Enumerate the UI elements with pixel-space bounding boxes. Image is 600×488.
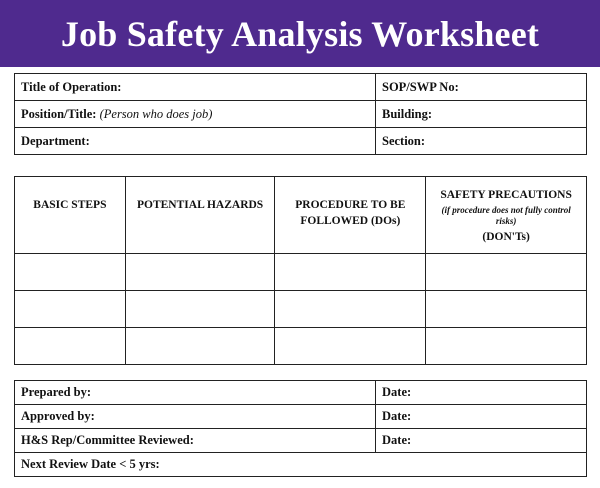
table-row [15, 101, 587, 128]
date-label: Date: [382, 433, 412, 447]
prepared-by-label: Prepared by: [21, 385, 92, 399]
procedure-cell[interactable] [275, 291, 426, 328]
potential-hazards-header: POTENTIAL HAZARDS [125, 177, 275, 254]
table-row [15, 453, 587, 477]
position-title-field[interactable] [15, 101, 376, 128]
hazard-cell[interactable] [125, 328, 275, 365]
next-review-date-field[interactable] [15, 453, 587, 477]
title-of-operation-field[interactable] [15, 74, 376, 101]
precaution-cell[interactable] [426, 291, 587, 328]
signoff-table [14, 380, 587, 477]
building-label: Building: [382, 106, 433, 121]
building-field[interactable] [376, 101, 587, 128]
prepared-by-field[interactable] [15, 381, 376, 405]
next-review-label: Next Review Date < 5 yrs: [21, 457, 160, 471]
sop-swp-no-label: SOP/SWP No: [382, 79, 459, 94]
hs-rep-field[interactable] [15, 429, 376, 453]
table-row [15, 381, 587, 405]
hazard-cell[interactable] [125, 291, 275, 328]
table-row [15, 291, 587, 328]
page-title: Job Safety Analysis Worksheet [60, 13, 540, 54]
prepared-date-field[interactable] [376, 381, 587, 405]
table-header-row [15, 177, 587, 254]
hs-rep-date-field[interactable] [376, 429, 587, 453]
precautions-header-title: SAFETY PRECAUTIONS [440, 189, 572, 201]
table-row [15, 254, 587, 291]
department-field[interactable] [15, 128, 376, 155]
precautions-header-note: (if procedure does not fully control risks) [441, 205, 571, 226]
procedure-header [275, 177, 426, 254]
department-label: Department: [21, 133, 90, 148]
date-label: Date: [382, 385, 412, 399]
title-banner [0, 0, 600, 67]
procedure-cell[interactable] [275, 328, 426, 365]
title-of-operation-label: Title of Operation: [21, 79, 122, 94]
basic-step-cell[interactable] [15, 254, 126, 291]
basic-steps-header: BASIC STEPS [15, 177, 126, 254]
hazard-cell[interactable] [125, 254, 275, 291]
approved-by-field[interactable] [15, 405, 376, 429]
table-row [15, 405, 587, 429]
procedure-cell[interactable] [275, 254, 426, 291]
operation-info-table [14, 73, 587, 155]
precaution-cell[interactable] [426, 254, 587, 291]
approved-by-label: Approved by: [21, 409, 95, 423]
table-row [15, 328, 587, 365]
table-row [15, 74, 587, 101]
procedure-header-line1: PROCEDURE TO BE [295, 199, 406, 211]
position-title-label: Position/Title: [21, 106, 97, 121]
section-label: Section: [382, 133, 426, 148]
basic-step-cell[interactable] [15, 291, 126, 328]
approved-date-field[interactable] [376, 405, 587, 429]
sop-swp-no-field[interactable] [376, 74, 587, 101]
section-field[interactable] [376, 128, 587, 155]
precautions-header-donts: (DON'Ts) [482, 231, 530, 243]
date-label: Date: [382, 409, 412, 423]
position-title-hint: (Person who does job) [99, 106, 213, 121]
procedure-header-line2: FOLLOWED (DOs) [300, 215, 401, 227]
table-row [15, 128, 587, 155]
table-row [15, 429, 587, 453]
safety-precautions-header [426, 177, 587, 254]
hs-rep-label: H&S Rep/Committee Reviewed: [21, 433, 194, 447]
precaution-cell[interactable] [426, 328, 587, 365]
job-steps-table [14, 176, 587, 365]
basic-step-cell[interactable] [15, 328, 126, 365]
